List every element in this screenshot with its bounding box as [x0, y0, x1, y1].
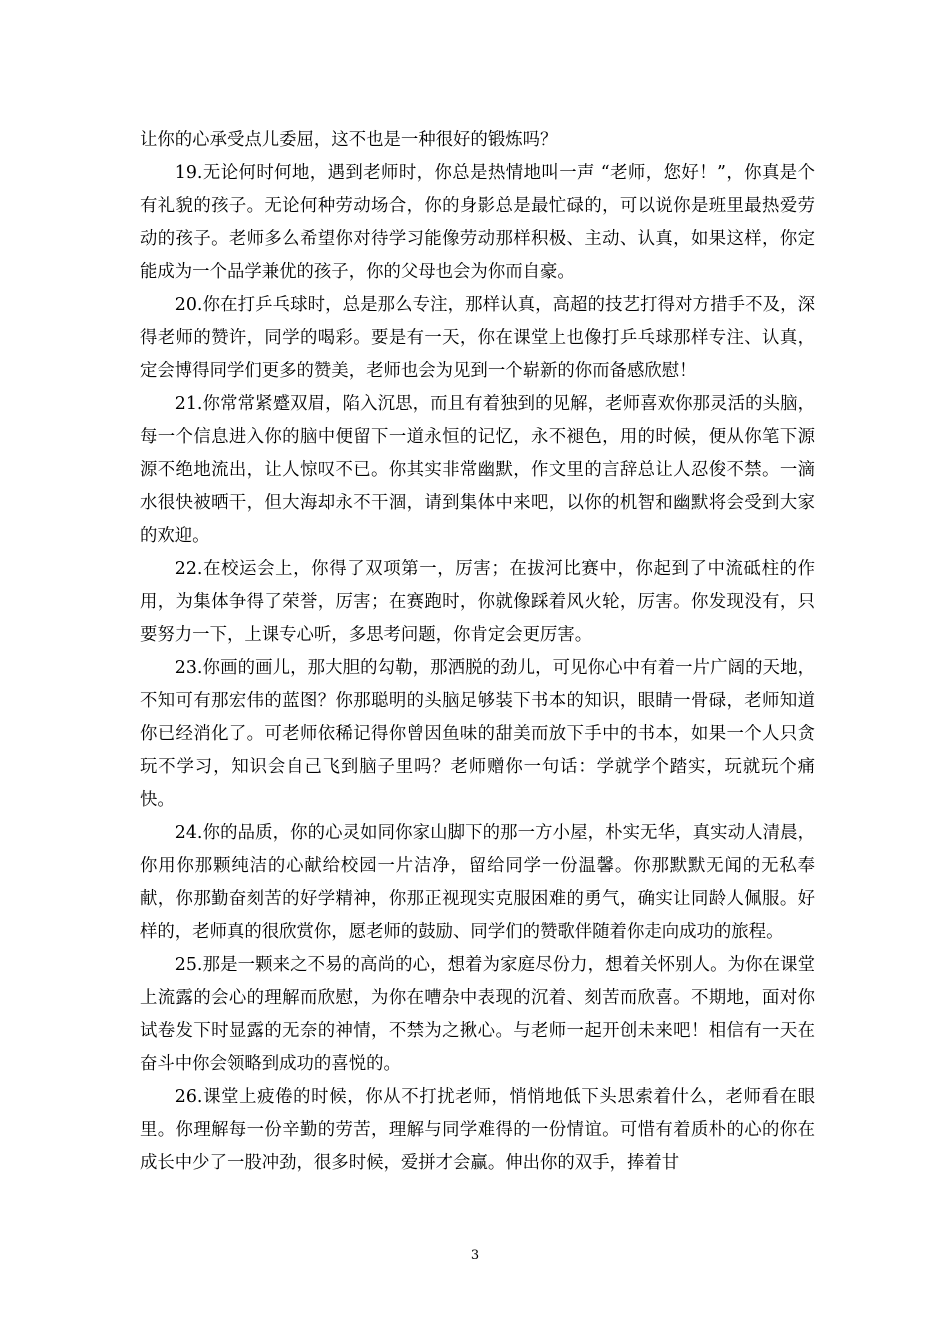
paragraph-19: 19.无论何时何地，遇到老师时，你总是热情地叫一声 “老师，您好！”，你真是个有礼貌的孩子。无论何种劳动场合，你的身影总是最忙碌的，可以说你是班里最热爱劳动的孩子。老师多么希望你对待学习能像劳动那样积极、主动、认真，如果这样，你定能成为一个品学兼优的孩子，你的父母也会为你而自豪。	[140, 163, 815, 282]
paragraph-25: 25.那是一颗来之不易的高尚的心，想着为家庭尽份力，想着关怀别人。为你在课堂上流露的会心的理解而欣慰，为你在嘈杂中表现的沉着、刻苦而欣喜。不期地，面对你试卷发下时显露的无奈的神情，不禁为之揪心。与老师一起开创未来吧！相信有一天在奋斗中你会领略到成功的喜悦的。	[140, 955, 815, 1074]
paragraph-26: 26.课堂上疲倦的时候，你从不打扰老师，悄悄地低下头思索着什么，老师看在眼里。你理解每一份辛勤的劳苦，理解与同学难得的一份情谊。可惜有着质朴的心的你在成长中少了一股冲劲，很多时候，爱拼才会赢。伸出你的双手，捧着甘	[140, 1087, 815, 1173]
paragraph-20: 20.你在打乒乓球时，总是那么专注，那样认真，高超的技艺打得对方措手不及，深得老师的赞许，同学的喝彩。要是有一天，你在课堂上也像打乒乓球那样专注、认真，定会博得同学们更多的赞美，老师也会为见到一个崭新的你而备感欣慰！	[140, 295, 815, 381]
document-body	[140, 124, 815, 1180]
paragraph-22: 22.在校运会上，你得了双项第一，厉害；在拔河比赛中，你起到了中流砥柱的作用，为集体争得了荣誉，厉害；在赛跑时，你就像踩着风火轮，厉害。你发现没有，只要努力一下，上课专心听，多思考问题，你肯定会更厉害。	[140, 559, 815, 645]
paragraph-21: 21.你常常紧蹙双眉，陷入沉思，而且有着独到的见解，老师喜欢你那灵活的头脑，每一个信息进入你的脑中便留下一道永恒的记忆，永不褪色，用的时候，便从你笔下源源不绝地流出，让人惊叹不已。你其实非常幽默，作文里的言辞总让人忍俊不禁。一滴水很快被晒干，但大海却永不干涸，请到集体中来吧，以你的机智和幽默将会受到大家的欢迎。	[140, 394, 815, 546]
paragraph-24: 24.你的品质，你的心灵如同你家山脚下的那一方小屋，朴实无华，真实动人清晨，你用你那颗纯洁的心献给校园一片洁净，留给同学一份温馨。你那默默无闻的无私奉献，你那勤奋刻苦的好学精神，你那正视现实克服困难的勇气，确实让同龄人佩服。好样的，老师真的很欣赏你，愿老师的鼓励、同学们的赞歌伴随着你走向成功的旅程。	[140, 823, 815, 942]
page-number: 3	[470, 1248, 480, 1263]
paragraph-continuation: 让你的心承受点儿委屈，这不也是一种很好的锻炼吗？	[140, 130, 558, 150]
paragraph-23: 23.你画的画儿，那大胆的勾勒，那洒脱的劲儿，可见你心中有着一片广阔的天地，不知可有那宏伟的蓝图？你那聪明的头脑足够装下书本的知识，眼睛一骨碌，老师知道你已经消化了。可老师依稀记得你曾因鱼味的甜美而放下手中的书本，如果一个人只贪玩不学习，知识会自己飞到脑子里吗？老师赠你一句话：学就学个踏实，玩就玩个痛快。	[140, 658, 815, 810]
